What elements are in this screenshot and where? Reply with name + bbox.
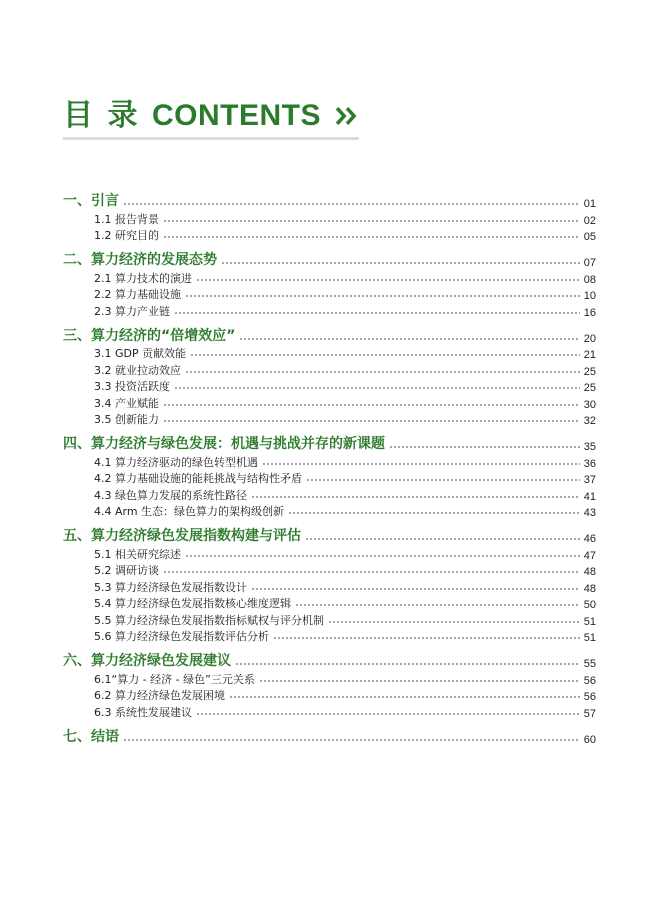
section-page-number: 25	[583, 365, 596, 378]
toc-chapter[interactable]	[63, 323, 596, 345]
section-title: 3.3 投资活跃度	[94, 380, 170, 393]
chapter-title: 六、算力经济绿色发展建议	[63, 653, 231, 669]
toc-header	[63, 95, 359, 139]
section-page-number: 48	[583, 566, 596, 578]
dot-leader	[196, 279, 580, 281]
section-title: 4.3 绿色算力发展的系统性路径	[94, 488, 247, 502]
chapter-page-number: 07	[583, 257, 596, 269]
chapter-title: 三、算力经济的“倍增效应”	[63, 327, 236, 344]
section-page-number: 50	[583, 599, 596, 611]
dot-leader	[295, 604, 580, 606]
chapter-title: 四、算力经济与绿色发展：机遇与挑战并存的新课题	[63, 436, 385, 452]
dot-leader	[123, 203, 580, 205]
chapter-page-number: 60	[583, 733, 596, 746]
dot-leader	[196, 713, 580, 715]
section-title: 5.1 相关研究综述	[94, 547, 181, 561]
toc-section[interactable]	[63, 302, 596, 319]
toc-section[interactable]	[63, 578, 596, 595]
section-page-number: 10	[583, 290, 596, 302]
section-title: 5.2 调研访谈	[94, 564, 159, 577]
section-page-number: 51	[583, 632, 596, 644]
section-title: 6.1“算力 - 经济 - 绿色”三元关系	[94, 672, 255, 686]
toc-section[interactable]	[63, 269, 596, 286]
chapter-title: 一、引言	[63, 193, 119, 209]
dot-leader	[163, 404, 580, 406]
toc-section[interactable]	[63, 411, 596, 428]
toc-section[interactable]	[63, 670, 596, 687]
toc-section[interactable]	[63, 394, 596, 411]
section-page-number: 32	[583, 415, 596, 427]
section-title: 3.5 创新能力	[94, 413, 159, 426]
section-page-number: 57	[583, 707, 596, 720]
dot-leader	[185, 555, 580, 557]
chapter-page-number: 01	[583, 198, 596, 210]
table-of-contents	[63, 184, 596, 746]
dot-leader	[305, 538, 580, 540]
toc-section[interactable]	[63, 361, 596, 378]
dot-leader	[229, 696, 580, 698]
section-title: 1.1 报告背景	[94, 212, 159, 226]
toc-chapter[interactable]	[63, 724, 596, 746]
section-page-number: 30	[583, 398, 596, 411]
page-title	[63, 95, 359, 137]
toc-chapter[interactable]	[63, 247, 596, 269]
dot-leader	[389, 446, 580, 448]
section-page-number: 36	[583, 457, 596, 470]
toc-section[interactable]	[63, 703, 596, 720]
section-page-number: 56	[583, 691, 596, 703]
toc-chapter[interactable]	[63, 523, 596, 545]
dot-leader	[221, 262, 580, 264]
dot-leader	[273, 637, 580, 639]
toc-section[interactable]	[63, 378, 596, 395]
section-page-number: 47	[583, 549, 596, 562]
toc-section[interactable]	[63, 227, 596, 244]
chapter-page-number: 20	[583, 332, 596, 345]
dot-leader	[251, 496, 580, 498]
toc-section[interactable]	[63, 545, 596, 562]
toc-section[interactable]	[63, 286, 596, 303]
toc-section[interactable]	[63, 345, 596, 362]
dot-leader	[185, 371, 580, 373]
chapter-title: 七、结语	[63, 728, 119, 745]
dot-leader	[123, 739, 580, 741]
chapter-page-number: 46	[583, 533, 596, 545]
dot-leader	[174, 387, 580, 389]
title-underline	[63, 137, 359, 140]
section-page-number: 16	[583, 306, 596, 319]
dot-leader	[163, 236, 580, 238]
section-page-number: 41	[583, 490, 596, 503]
dot-leader	[235, 663, 580, 665]
section-title: 6.3 系统性发展建议	[94, 705, 192, 719]
section-page-number: 21	[583, 349, 596, 361]
toc-section[interactable]	[63, 687, 596, 704]
section-page-number: 51	[583, 615, 596, 628]
dot-leader	[185, 295, 580, 297]
toc-section[interactable]	[63, 470, 596, 487]
toc-section[interactable]	[63, 503, 596, 520]
toc-chapter[interactable]	[63, 188, 596, 210]
double-chevron-right-icon	[335, 102, 359, 130]
dot-leader	[163, 220, 580, 222]
chapter-title: 五、算力经济绿色发展指数构建与评估	[63, 528, 301, 544]
section-page-number: 25	[583, 382, 596, 394]
dot-leader	[174, 312, 580, 314]
dot-leader	[328, 621, 580, 623]
section-page-number: 48	[583, 582, 596, 595]
toc-section[interactable]	[63, 628, 596, 645]
dot-leader	[251, 588, 580, 590]
section-page-number: 02	[583, 214, 596, 227]
section-title: 4.4 Arm 生态：绿色算力的架构级创新	[94, 505, 285, 518]
dot-leader	[239, 338, 579, 340]
section-page-number: 56	[583, 674, 596, 687]
title-english: CONTENTS	[152, 99, 321, 132]
section-page-number: 05	[583, 231, 596, 243]
section-title: 2.1 算力技术的演进	[94, 271, 192, 285]
toc-section[interactable]	[63, 453, 596, 470]
section-title: 5.6 算力经济绿色发展指数评估分析	[94, 630, 269, 643]
section-page-number: 43	[583, 507, 596, 519]
section-title: 6.2 算力经济绿色发展困境	[94, 689, 225, 702]
section-title: 4.1 算力经济驱动的绿色转型机遇	[94, 455, 258, 469]
toc-chapter[interactable]	[63, 648, 596, 670]
dot-leader	[259, 680, 580, 682]
section-title: 3.4 产业赋能	[94, 396, 159, 410]
dot-leader	[190, 354, 580, 356]
section-title: 2.3 算力产业链	[94, 304, 170, 318]
toc-section[interactable]	[63, 595, 596, 612]
chapter-page-number: 35	[583, 441, 596, 453]
section-page-number: 37	[583, 474, 596, 486]
toc-section[interactable]	[63, 562, 596, 579]
chapter-title: 二、算力经济的发展态势	[63, 252, 217, 268]
toc-section[interactable]	[63, 486, 596, 503]
section-title: 3.1 GDP 贡献效能	[94, 347, 187, 360]
section-title: 1.2 研究目的	[94, 229, 159, 242]
section-title: 5.4 算力经济绿色发展指数核心维度逻辑	[94, 597, 291, 610]
title-char-mu: 目	[63, 99, 94, 132]
dot-leader	[163, 420, 580, 422]
section-page-number: 08	[583, 273, 596, 286]
section-title: 2.2 算力基础设施	[94, 288, 181, 301]
section-title: 3.2 就业拉动效应	[94, 363, 181, 377]
chapter-page-number: 55	[583, 658, 596, 670]
dot-leader	[163, 571, 580, 573]
toc-chapter[interactable]	[63, 431, 596, 453]
dot-leader	[288, 512, 580, 514]
dot-leader	[306, 479, 580, 481]
dot-leader	[262, 463, 580, 465]
toc-section[interactable]	[63, 611, 596, 628]
section-title: 5.3 算力经济绿色发展指数设计	[94, 580, 247, 594]
section-title: 4.2 算力基础设施的能耗挑战与结构性矛盾	[94, 472, 302, 485]
section-title: 5.5 算力经济绿色发展指数指标赋权与评分机制	[94, 613, 324, 627]
title-char-lu: 录	[107, 99, 138, 132]
toc-section[interactable]	[63, 210, 596, 227]
